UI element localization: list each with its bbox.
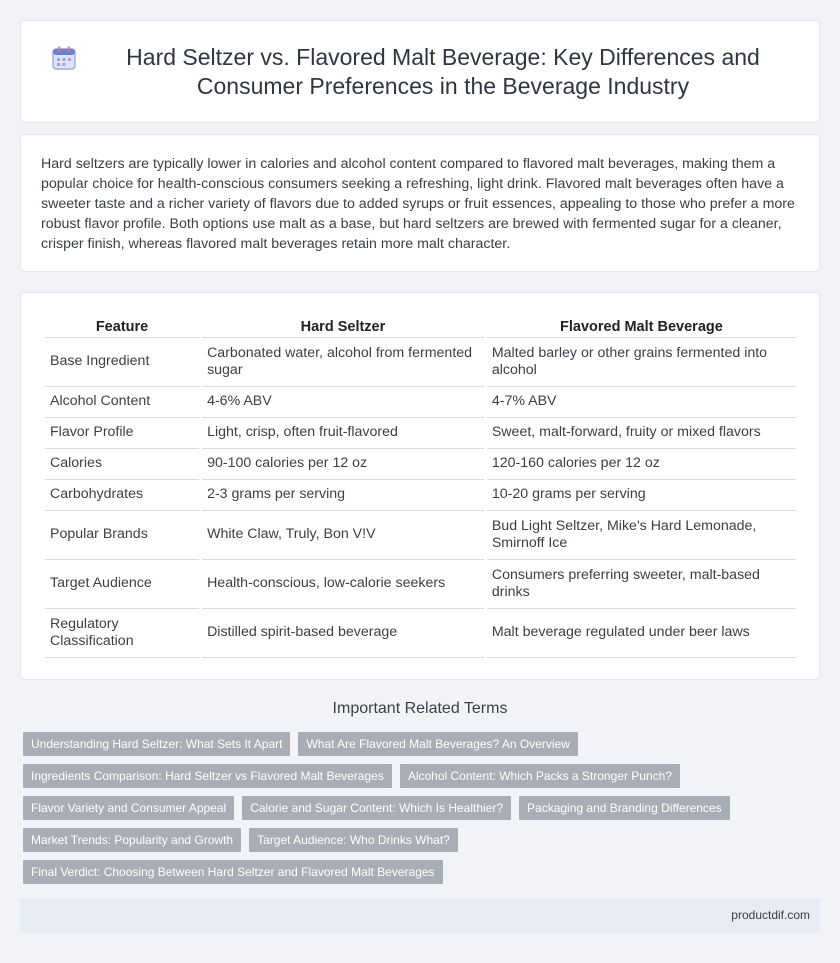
feature-cell: Alcohol Content — [45, 387, 199, 418]
feature-cell: Regulatory Classification — [45, 609, 199, 658]
feature-cell: Carbohydrates — [45, 480, 199, 511]
malt-beverage-cell: 4-7% ABV — [487, 387, 796, 418]
tag-row — [23, 764, 813, 788]
tag-row — [23, 796, 813, 820]
table-row — [45, 387, 796, 418]
malt-beverage-cell: Malt beverage regulated under beer laws — [487, 609, 796, 658]
related-term-link[interactable]: Ingredients Comparison: Hard Seltzer vs Flavored Malt Beverages — [23, 764, 392, 788]
table-header-row — [45, 316, 796, 338]
hard-seltzer-cell: Distilled spirit-based beverage — [202, 609, 484, 658]
title-card — [20, 20, 820, 123]
related-term-link[interactable]: Market Trends: Popularity and Growth — [23, 828, 241, 852]
intro-paragraph: Hard seltzers are typically lower in calories and alcohol content compared to flavored malt beverages, making them a popular choice for health-conscious consumers seeking a refreshing, light drink. Flavored malt beverages often have a sweeter taste and a richer variety of flavors due to added syrups or fruit essences, appealing to those who prefer a more robust flavor profile. Both options use malt as a base, but hard seltzers are brewed with fermented sugar for a cleaner, crisper finish, whereas flavored malt beverages retain more malt character. — [41, 156, 795, 252]
tag-row — [23, 828, 813, 852]
hard-seltzer-cell: 2-3 grams per serving — [202, 480, 484, 511]
related-term-link[interactable]: Target Audience: Who Drinks What? — [249, 828, 458, 852]
table-row — [45, 338, 796, 387]
malt-beverage-cell: 120-160 calories per 12 oz — [487, 449, 796, 480]
related-term-link[interactable]: Flavor Variety and Consumer Appeal — [23, 796, 234, 820]
table-row — [45, 449, 796, 480]
hard-seltzer-cell: Light, crisp, often fruit-flavored — [202, 418, 484, 449]
hard-seltzer-cell: 4-6% ABV — [202, 387, 484, 418]
hard-seltzer-cell: Carbonated water, alcohol from fermented sugar — [202, 338, 484, 387]
title-wrap — [21, 21, 819, 122]
malt-beverage-cell: Malted barley or other grains fermented into alcohol — [487, 338, 796, 387]
comparison-card — [20, 292, 820, 680]
feature-cell: Popular Brands — [45, 511, 199, 560]
intro-card — [20, 134, 820, 272]
related-term-link[interactable]: Alcohol Content: Which Packs a Stronger Punch? — [400, 764, 680, 788]
feature-cell: Target Audience — [45, 560, 199, 609]
related-term-link[interactable]: Packaging and Branding Differences — [519, 796, 730, 820]
calendar-icon — [51, 45, 77, 71]
hard-seltzer-cell: 90-100 calories per 12 oz — [202, 449, 484, 480]
hard-seltzer-cell: White Claw, Truly, Bon V!V — [202, 511, 484, 560]
hard-seltzer-cell: Health-conscious, low-calorie seekers — [202, 560, 484, 609]
table-row — [45, 609, 796, 658]
header-flavored-malt-beverage: Flavored Malt Beverage — [487, 316, 796, 338]
page-title: Hard Seltzer vs. Flavored Malt Beverage: Key Differences and Consumer Preferences in the Beverage Industry — [126, 43, 760, 99]
header-feature: Feature — [45, 316, 199, 338]
related-term-link[interactable]: Calorie and Sugar Content: Which Is Healthier? — [242, 796, 511, 820]
tag-row — [23, 732, 813, 756]
feature-cell: Base Ingredient — [45, 338, 199, 387]
tag-row — [23, 860, 813, 884]
table-row — [45, 511, 796, 560]
malt-beverage-cell: Consumers preferring sweeter, malt-based drinks — [487, 560, 796, 609]
related-term-link[interactable]: Understanding Hard Seltzer: What Sets It Apart — [23, 732, 290, 756]
malt-beverage-cell: Sweet, malt-forward, fruity or mixed flavors — [487, 418, 796, 449]
feature-cell: Calories — [45, 449, 199, 480]
related-terms-list — [23, 732, 813, 892]
comparison-table — [42, 316, 799, 658]
table-row — [45, 480, 796, 511]
table-row — [45, 560, 796, 609]
malt-beverage-cell: Bud Light Seltzer, Mike's Hard Lemonade, Smirnoff Ice — [487, 511, 796, 560]
footer — [20, 898, 820, 933]
table-row — [45, 418, 796, 449]
related-term-link[interactable]: Final Verdict: Choosing Between Hard Seltzer and Flavored Malt Beverages — [23, 860, 443, 884]
related-terms-heading: Important Related Terms — [332, 700, 508, 717]
related-term-link[interactable]: What Are Flavored Malt Beverages? An Overview — [298, 732, 577, 756]
header-hard-seltzer: Hard Seltzer — [202, 316, 484, 338]
malt-beverage-cell: 10-20 grams per serving — [487, 480, 796, 511]
feature-cell: Flavor Profile — [45, 418, 199, 449]
footer-site-link[interactable]: productdif.com — [731, 908, 810, 922]
